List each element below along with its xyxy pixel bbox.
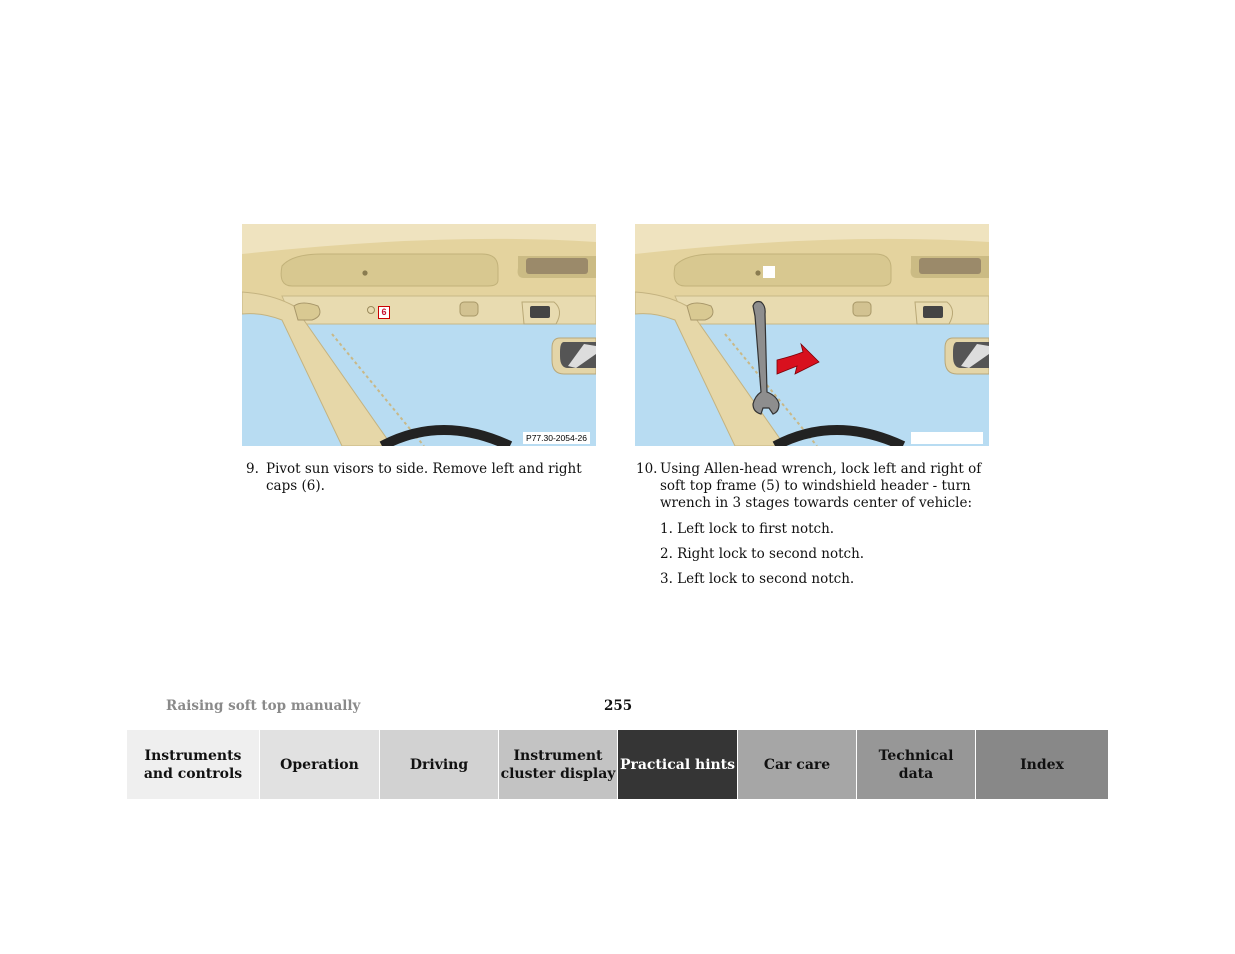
section-title: Raising soft top manually	[166, 698, 361, 714]
tab-index[interactable]: Index	[975, 730, 1108, 799]
tab-technical-data[interactable]: Technical data	[856, 730, 975, 799]
tab-car-care[interactable]: Car care	[737, 730, 856, 799]
step-text: Pivot sun visors to side. Remove left and right caps (6).	[266, 461, 582, 494]
illustration-allen-wrench	[635, 224, 989, 446]
tab-instruments-and-controls[interactable]: Instruments and controls	[127, 730, 259, 799]
substep-2: 2. Right lock to second notch.	[660, 546, 865, 562]
step-number: 9.	[246, 461, 259, 477]
tab-practical-hints[interactable]: Practical hints	[617, 730, 737, 799]
callout-label-6: 6	[378, 306, 390, 319]
chapter-nav	[127, 730, 1108, 799]
tab-instrument-cluster-display[interactable]: Instrument cluster display	[498, 730, 617, 799]
substep-3: 3. Left lock to second notch.	[660, 571, 855, 587]
figure-code: P77.30-2054-26	[523, 432, 590, 444]
substep-1: 1. Left lock to first notch.	[660, 521, 835, 537]
page-number: 255	[604, 698, 633, 714]
figure-code-blank	[911, 432, 983, 444]
illustration-sun-visor-caps	[242, 224, 596, 446]
tab-operation[interactable]: Operation	[259, 730, 379, 799]
step-text: Using Allen-head wrench, lock left and right of soft top frame (5) to windshield header - turn wrench in 3 stages towards center of vehicle:	[660, 461, 982, 511]
step-number: 10.	[636, 461, 658, 477]
tab-driving[interactable]: Driving	[379, 730, 498, 799]
